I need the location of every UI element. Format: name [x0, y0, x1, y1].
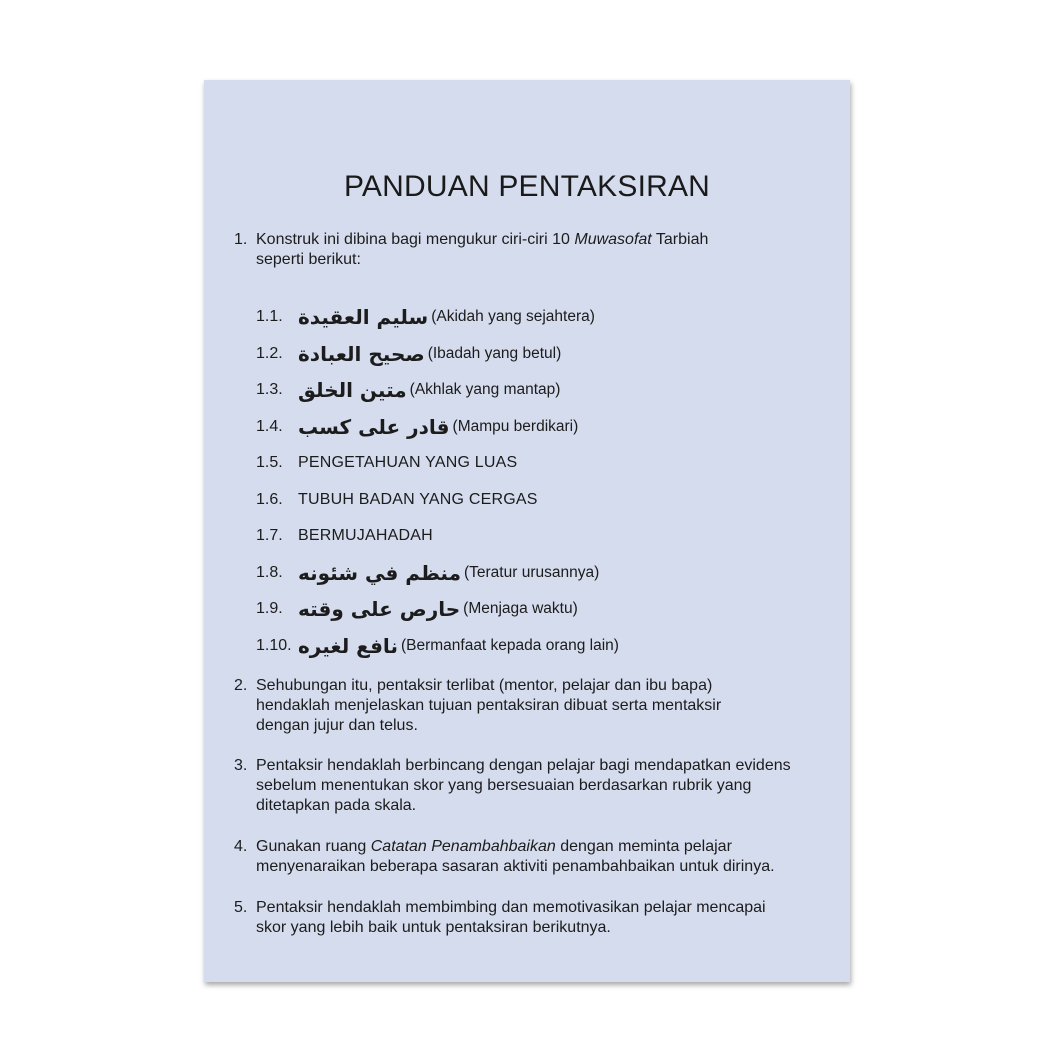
list-item-2: [234, 676, 824, 736]
sub-item-1-2: 1.2. صحيح العبادة (Ibadah yang betul): [256, 341, 562, 366]
sub-item-1-3: 1.3. متين الخلق (Akhlak yang mantap): [256, 378, 561, 402]
item-text: Sehubungan itu, pentaksir terlibat (mentor, pelajar dan ibu bapa) hendaklah menjelaskan tujuan pentaksiran dibuat serta mentaksir dengan jujur dan telus.: [256, 677, 722, 734]
item-number: 2.: [234, 677, 248, 694]
sub-item-1-6: 1.6. TUBUH BADAN YANG CERGAS: [256, 490, 538, 508]
page-title: PANDUAN PENTAKSIRAN: [343, 170, 711, 203]
item-number: 3.: [234, 757, 248, 774]
sub-item-1-10: 1.10. نافع لغيره (Bermanfaat kepada orang lain): [256, 633, 619, 658]
sub-item-1-5: 1.5. PENGETAHUAN YANG LUAS: [256, 454, 518, 471]
sub-item-1-1: 1.1. سليم العقيدة (Akidah yang sejahtera): [256, 305, 595, 329]
item-text: Gunakan ruang Catatan Penambahbaikan dengan meminta pelajar menyenaraikan beberapa sasaran aktiviti penambahbaikan untuk dirinya.: [256, 838, 775, 875]
sub-item-1-4: 1.4. قادر على كسب (Mampu berdikari): [256, 414, 579, 439]
guide-card: [204, 80, 850, 982]
item-text: Konstruk ini dibina bagi mengukur ciri-ciri 10 Muwasofat Tarbiah seperti berikut:: [256, 231, 709, 268]
sub-item-1-9: 1.9. حارص على وقته (Menjaga waktu): [256, 597, 578, 621]
item-text: Pentaksir hendaklah berbincang dengan pelajar bagi mendapatkan evidens sebelum menentukan skor yang bersesuaian berdasarkan rubrik yang ditetapkan pada skala.: [256, 757, 791, 814]
item-number: 1.: [234, 231, 248, 248]
list-item-3: [234, 756, 824, 816]
list-item-1: [234, 230, 824, 270]
item-number: 4.: [234, 838, 248, 855]
item-text: Pentaksir hendaklah membimbing dan memotivasikan pelajar mencapai skor yang lebih baik untuk pentaksiran berikutnya.: [256, 899, 766, 936]
sub-item-1-7: 1.7. BERMUJAHADAH: [256, 527, 433, 544]
list-item-4: [234, 837, 824, 877]
sub-item-1-8: 1.8. منظم في شئونه (Teratur urusannya): [256, 560, 600, 585]
list-item-5: [234, 898, 824, 938]
item-number: 5.: [234, 899, 248, 916]
